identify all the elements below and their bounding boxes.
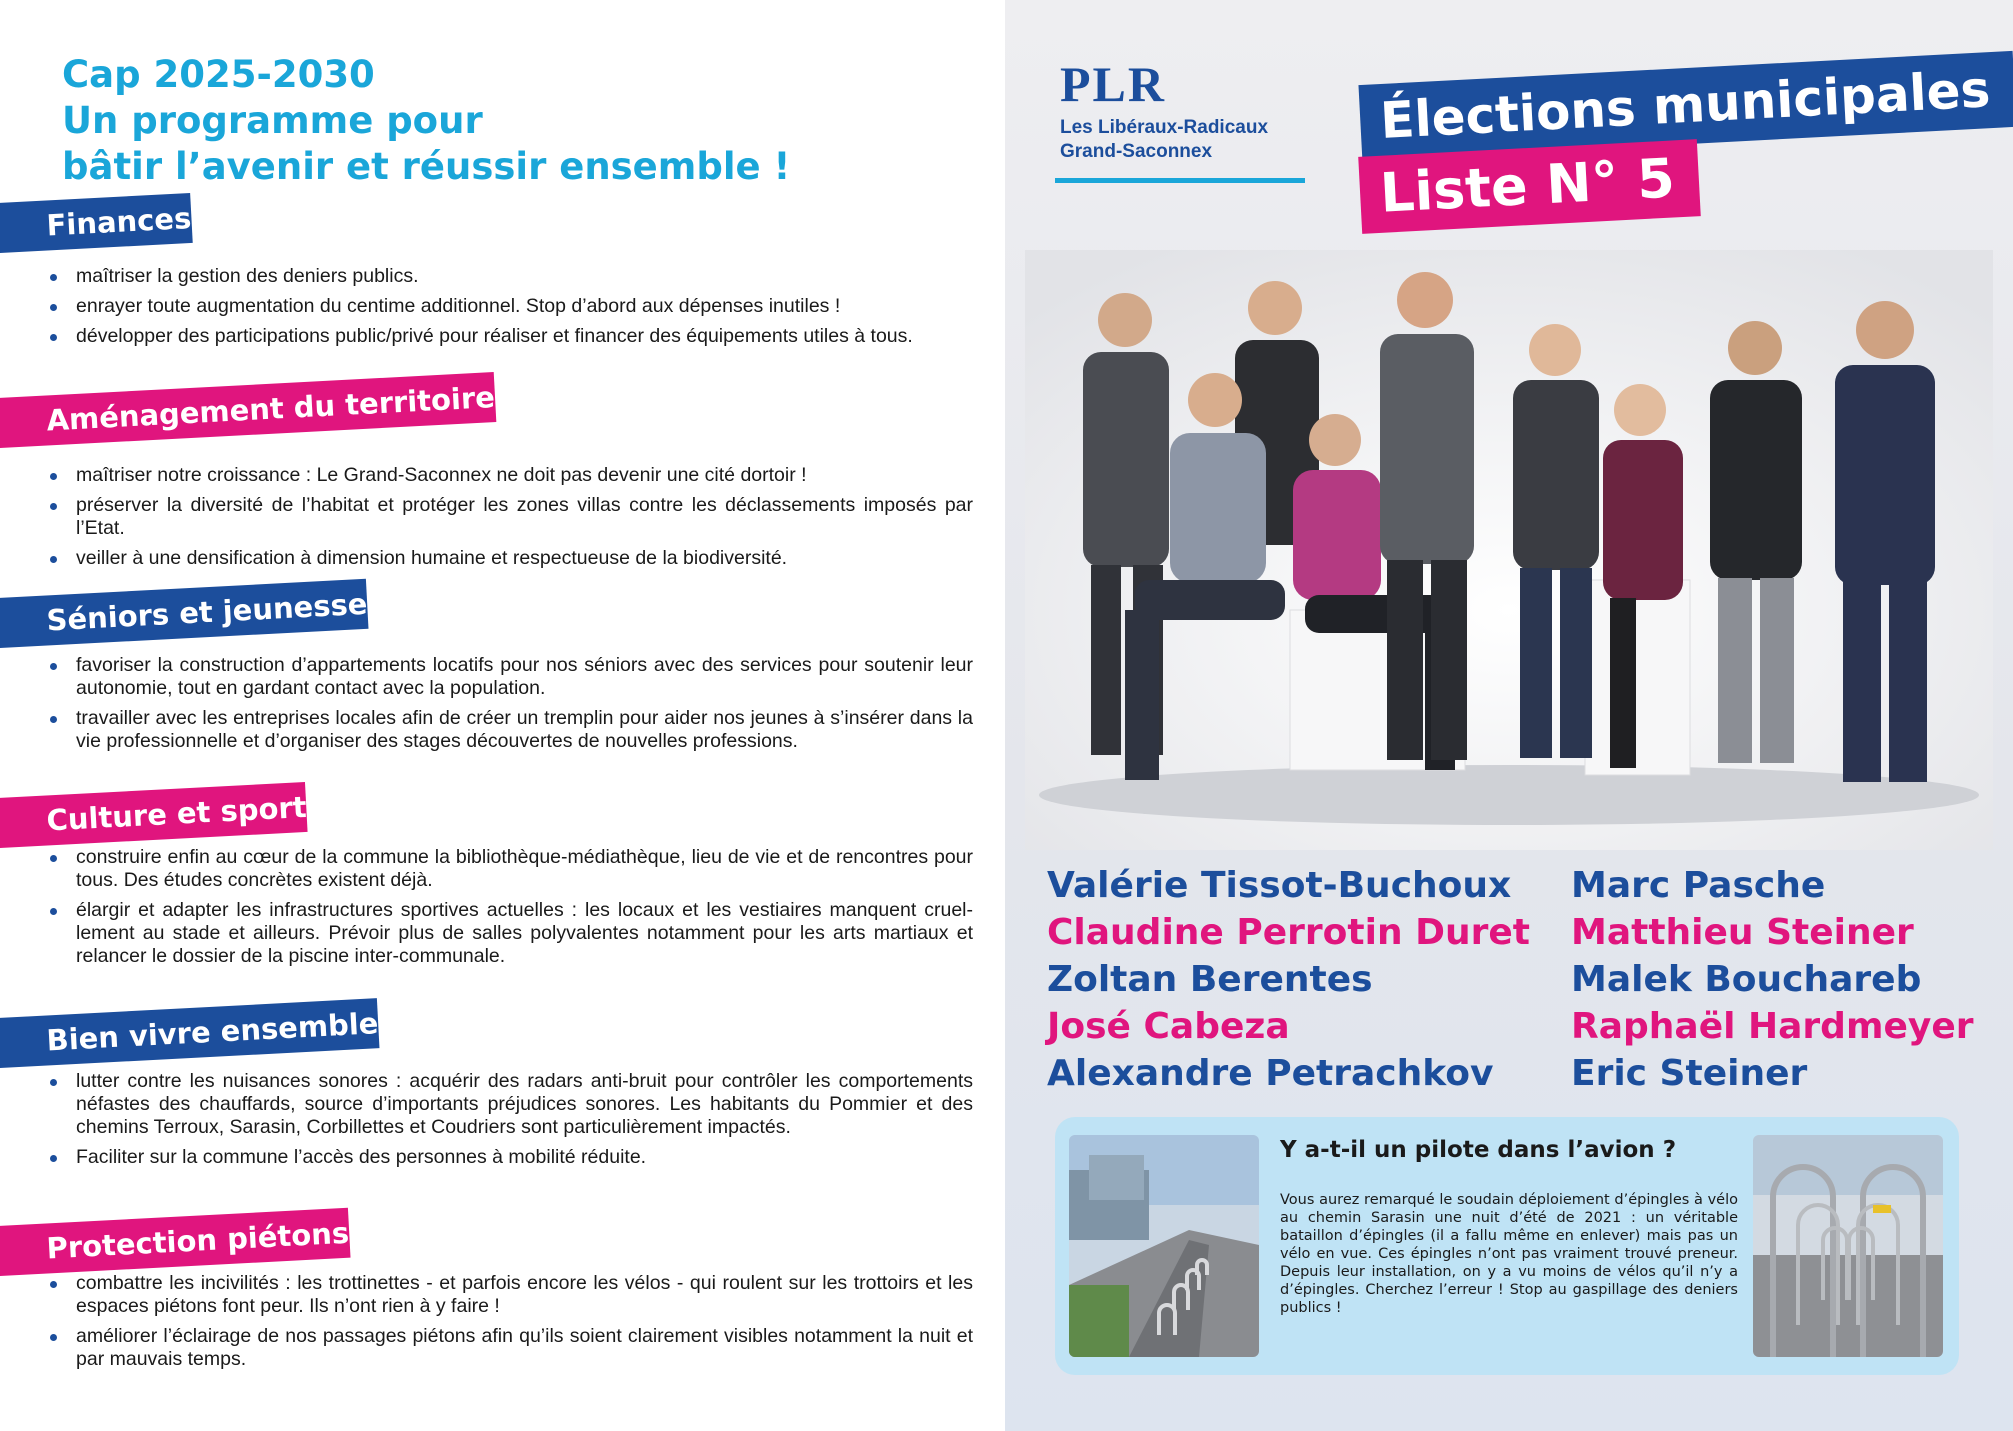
- plr-logo-subtitle-1: Les Libéraux-Radicaux: [1060, 117, 1269, 138]
- bullet-list: [48, 846, 973, 975]
- candidate-name: José Cabeza: [1047, 1006, 1290, 1047]
- list-item: favoriser la construction d’appartements locatifs pour nos séniors avec des services pour soutenir leur autonomie, tout en gardant contact avec la population.: [48, 654, 973, 700]
- list-item: lutter contre les nuisances sonores : acquérir des radars anti-bruit pour contrôler les comportements néfastes des chauffards, source d’importants préjudices sonores. Les habitants du Pommier et des chemins Terroux, Sarasin, Corbillettes et Coudriers sont particulièrement impactés.: [48, 1070, 973, 1139]
- list-item: Faciliter sur la commune l’accès des personnes à mobilité réduite.: [48, 1146, 973, 1169]
- candidate-name: Malek Bouchareb: [1571, 959, 1922, 1000]
- candidate-name: Matthieu Steiner: [1571, 912, 1914, 953]
- list-item: combattre les incivilités : les trottinettes - et parfois encore les vélos - qui roulent sur les trottoirs et les espaces piétons font peur. Ils n’ont rien à y faire !: [48, 1272, 973, 1318]
- group-photo: [1025, 250, 1993, 850]
- bike-racks-closeup-photo: [1753, 1135, 1943, 1357]
- elections-banner: Élections municipales: [1358, 51, 2013, 161]
- candidate-name: Alexandre Petrachkov: [1047, 1053, 1494, 1094]
- program-headline: [62, 52, 790, 190]
- list-number-banner: Liste N° 5: [1358, 139, 1700, 234]
- headline-line-1: Cap 2025-2030: [62, 53, 375, 96]
- section-title-bien-vivre: Bien vivre ensemble: [0, 998, 380, 1068]
- bullet-list: [48, 464, 973, 577]
- candidate-name: Eric Steiner: [1571, 1053, 1808, 1094]
- candidate-name: Valérie Tissot-Buchoux: [1047, 865, 1512, 906]
- infobox-title: Y a-t-il un pilote dans l’avion ?: [1280, 1137, 1677, 1163]
- bike-racks-infobox: [1055, 1117, 1959, 1375]
- candidate-list-left: [1047, 862, 1530, 1097]
- list-item: construire enfin au cœur de la commune la bibliothèque-médiathèque, lieu de vie et de rencontres pour tous. Des études concrètes existent déjà.: [48, 846, 973, 892]
- plr-logo-word: PLR: [1060, 56, 1166, 112]
- list-item: maîtriser la gestion des deniers publics.: [48, 265, 973, 288]
- plr-logo: [1060, 58, 1268, 164]
- section-title-seniors: Séniors et jeunesse: [0, 579, 369, 648]
- headline-line-2: Un programme pour: [62, 99, 483, 142]
- section-title-culture: Culture et sport: [0, 782, 308, 848]
- section-title-protection: Protection piétons: [0, 1208, 350, 1276]
- logo-underline: [1055, 178, 1305, 183]
- list-item: enrayer toute augmentation du centime additionnel. Stop d’abord aux dépenses inutiles !: [48, 295, 973, 318]
- candidate-name: Zoltan Berentes: [1047, 959, 1373, 1000]
- section-title-finances: Finances: [0, 193, 192, 253]
- list-item: élargir et adapter les infrastructures sportives actuelles : les locaux et les vestiaires manquent cruel-lement au stade et ailleurs. Prévoir plus de salles polyvalentes notamment pour les arts martiaux et relancer le dossier de la piscine inter-communale.: [48, 899, 973, 968]
- bike-racks-street-photo: [1069, 1135, 1259, 1357]
- candidate-name: Marc Pasche: [1571, 865, 1826, 906]
- headline-line-3: bâtir l’avenir et réussir ensemble !: [62, 145, 791, 188]
- list-item: préserver la diversité de l’habitat et protéger les zones villas contre les déclassements imposés par l’Etat.: [48, 494, 973, 540]
- section-title-amenagement: Aménagement du territoire: [0, 372, 496, 448]
- candidate-name: Claudine Perrotin Duret: [1047, 912, 1531, 953]
- bullet-list: [48, 1070, 973, 1176]
- plr-logo-subtitle-2: Grand-Saconnex: [1060, 141, 1213, 162]
- candidate-list-right: [1571, 862, 1974, 1097]
- list-item: travailler avec les entreprises locales afin de créer un tremplin pour aider nos jeunes à s’insérer dans la vie professionnelle et d’organiser des stages découvertes de nouvelles professions.: [48, 707, 973, 753]
- infobox-text: Vous aurez remarqué le soudain déploiement d’épingles à vélo au chemin Sarasin une nuit d’été de 2021 : un véritable bataillon d’épingles (il a fallu même en enlever) mais pas un vélo en vue. Ces épingles n’ont pas vraiment trouvé preneur. Depuis leur installation, on y a vu moins de vélos qu’il n’y a d’épingles. Cherchez l’erreur ! Stop au gaspillage des deniers publics !: [1280, 1192, 1738, 1316]
- candidate-name: Raphaël Hardmeyer: [1571, 1006, 1974, 1047]
- bullet-list: [48, 265, 973, 355]
- list-item: développer des participations public/privé pour réaliser et financer des équipements utiles à tous.: [48, 325, 973, 348]
- program-page: [0, 0, 1005, 1431]
- bullet-list: [48, 654, 973, 760]
- list-item: veiller à une densification à dimension humaine et respectueuse de la biodiversité.: [48, 547, 973, 570]
- list-item: maîtriser notre croissance : Le Grand-Saconnex ne doit pas devenir une cité dortoir !: [48, 464, 973, 487]
- list-item: améliorer l’éclairage de nos passages piétons afin qu’ils soient clairement visibles notamment la nuit et par mauvais temps.: [48, 1325, 973, 1371]
- bullet-list: [48, 1272, 973, 1378]
- candidates-page: [1005, 0, 2013, 1431]
